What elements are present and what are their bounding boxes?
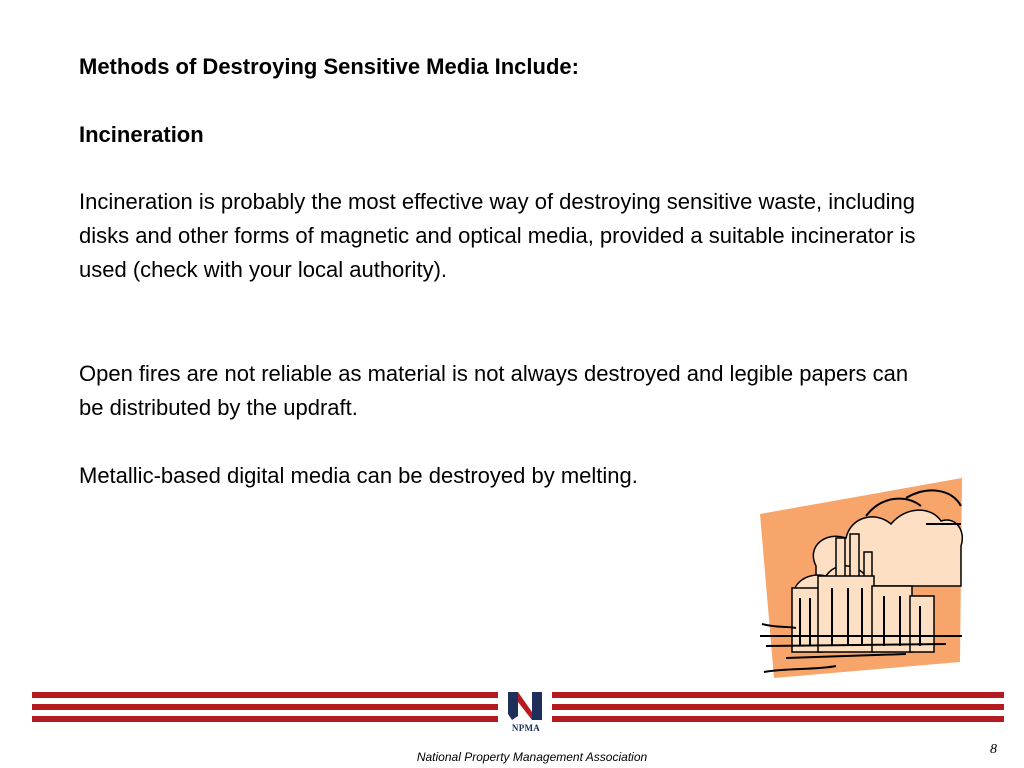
slide-heading: Methods of Destroying Sensitive Media Include:: [79, 54, 579, 79]
footer-organization: National Property Management Association: [416, 750, 648, 764]
slide-number: 8: [990, 742, 997, 757]
paragraph-incineration: Incineration is probably the most effective way of destroying sensitive waste, including disks and other forms of magnetic and optical media, provided a suitable incinerator is used (check with your local authority).: [79, 189, 916, 282]
paragraph-melting: Metallic-based digital media can be destroyed by melting.: [79, 463, 638, 488]
section-subheading: Incineration: [79, 122, 204, 147]
factory-smokestacks-icon: [756, 476, 966, 682]
logo-text: NPMA: [511, 723, 541, 733]
paragraph-open-fires: Open fires are not reliable as material is not always destroyed and legible papers can be distributed by the updraft.: [79, 361, 909, 420]
